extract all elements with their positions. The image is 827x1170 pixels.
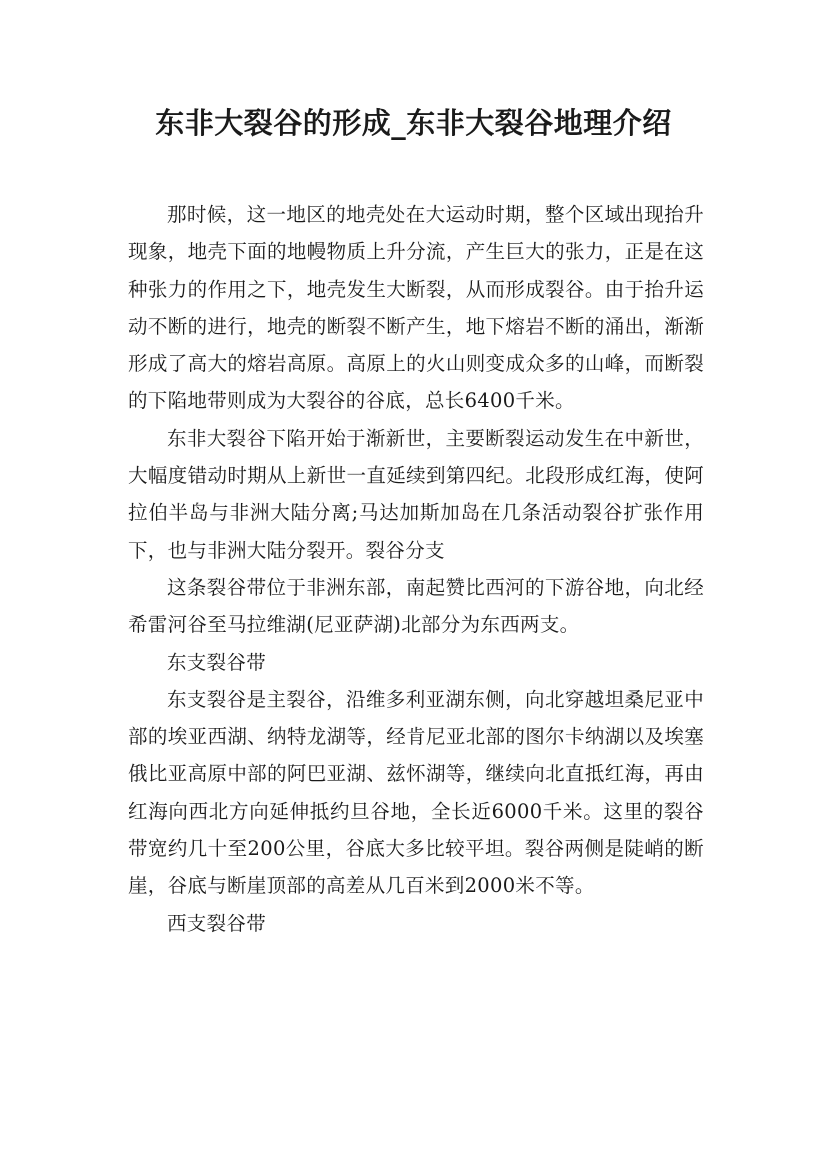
section-heading-east-branch: 东支裂谷带 bbox=[167, 650, 267, 674]
document-body bbox=[128, 196, 704, 942]
page-title: 东非大裂谷的形成_东非大裂谷地理介绍 bbox=[155, 106, 672, 140]
paragraph-formation: 那时候，这一地区的地壳处在大运动时期，整个区域出现抬升现象，地壳下面的地幔物质上升分流，产生巨大的张力，正是在这种张力的作用之下，地壳发生大断裂，从而形成裂谷。由于抬升运动不断的进行，地壳的断裂不断产生，地下熔岩不断的涌出，渐渐形成了高大的熔岩高原。高原上的火山则变成众多的山峰，而断裂的下陷地带则成为大裂谷的谷底，总长6400千米。 bbox=[128, 203, 704, 413]
paragraph-east-branch: 东支裂谷是主裂谷，沿维多利亚湖东侧，向北穿越坦桑尼亚中部的埃亚西湖、纳特龙湖等，经肯尼亚北部的图尔卡纳湖以及埃塞俄比亚高原中部的阿巴亚湖、兹怀湖等，继续向北直抵红海，再由红海向西北方向延伸抵约旦谷地，全长近6000千米。这里的裂谷带宽约几十至200公里，谷底大多比较平坦。裂谷两侧是陡峭的断崖，谷底与断崖顶部的高差从几百米到2000米不等。 bbox=[128, 687, 704, 898]
paragraph-history: 东非大裂谷下陷开始于渐新世，主要断裂运动发生在中新世，大幅度错动时期从上新世一直延续到第四纪。北段形成红海，使阿拉伯半岛与非洲大陆分离;马达加斯加岛在几条活动裂谷扩张作用下，也与非洲大陆分裂开。裂谷分支 bbox=[128, 426, 704, 562]
paragraph-location: 这条裂谷带位于非洲东部，南起赞比西河的下游谷地，向北经希雷河谷至马拉维湖(尼亚萨湖)北部分为东西两支。 bbox=[128, 575, 704, 637]
section-heading-west-branch: 西支裂谷带 bbox=[167, 911, 267, 935]
